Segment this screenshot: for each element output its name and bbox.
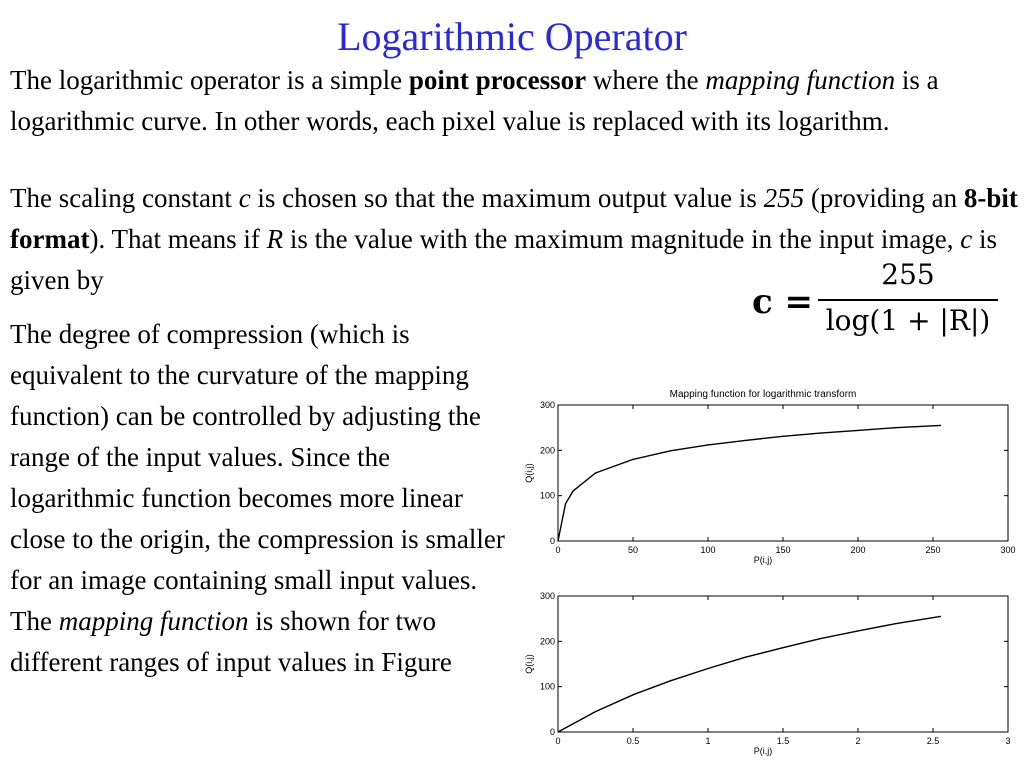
x-tick-label: 200	[850, 545, 866, 555]
compression-paragraph	[10, 314, 510, 683]
series-line	[558, 425, 941, 541]
scaling-formula	[752, 258, 1012, 348]
x-tick-label: 0	[555, 545, 561, 555]
p2-text-2: is chosen so that the maximum output value is	[250, 183, 764, 213]
p2-text-5: is the value with the maximum magnitude in the input image,	[283, 224, 961, 254]
p1-text-1: The logarithmic operator is a simple	[10, 65, 409, 95]
x-tick-label: 300	[1000, 545, 1016, 555]
y-axis-label: Q(i,j)	[524, 463, 534, 483]
data-point	[557, 731, 558, 732]
formula-numerator: 255	[881, 258, 935, 291]
data-point	[895, 623, 896, 624]
formula-fraction-bar	[818, 299, 998, 301]
data-point	[745, 657, 746, 658]
x-tick-label: 150	[775, 545, 791, 555]
mapping-plot-0-255	[515, 380, 1015, 570]
intro-paragraph	[10, 60, 1014, 142]
x-tick-label: 100	[700, 545, 716, 555]
mapping-plot-0-2.5	[515, 586, 1015, 768]
x-tick-label: 0.5	[626, 736, 640, 746]
y-tick-label: 200	[539, 636, 555, 647]
x-tick-label: 50	[627, 545, 639, 555]
x-tick-label: 1	[705, 736, 711, 746]
formula-denominator: log(1 + |R|)	[825, 304, 991, 337]
p2-text-6: is given by	[10, 224, 998, 295]
data-point	[572, 491, 573, 492]
p2-text-3: (providing an	[804, 183, 964, 213]
p1-italic-term: mapping function	[705, 65, 896, 95]
y-tick-label: 300	[539, 400, 555, 410]
data-point	[857, 430, 858, 431]
p1-bold-term: point processor	[408, 65, 587, 95]
y-axis-label: Q(i,j)	[524, 654, 534, 674]
y-tick-label: 200	[539, 445, 555, 456]
data-point	[707, 668, 708, 669]
data-point	[820, 433, 821, 434]
data-point	[940, 616, 941, 617]
p2-italic-c: c	[238, 183, 251, 213]
slide-title: Logarithmic Operator	[337, 14, 687, 59]
series-line	[558, 616, 941, 732]
p3-italic-term: mapping function	[58, 606, 249, 636]
x-tick-label: 3	[1005, 736, 1011, 746]
p3-text-2: is shown for two different ranges of input values in Figure	[10, 606, 452, 677]
y-tick-label: 100	[539, 681, 555, 692]
y-tick-label: 0	[549, 536, 555, 546]
y-tick-label: 100	[539, 490, 555, 501]
x-tick-label: 2	[855, 736, 861, 746]
p2-bold-term: 8-bit format	[10, 183, 1018, 254]
data-point	[820, 638, 821, 639]
x-tick-label: 250	[925, 545, 941, 555]
p2-italic-r: R	[266, 224, 284, 254]
data-point	[632, 459, 633, 460]
formula-lhs: c =	[752, 282, 814, 322]
data-point	[632, 694, 633, 695]
data-point	[782, 436, 783, 437]
x-axis-label: P(i,j)	[753, 555, 773, 565]
p1-text-3: is a logarithmic curve. In other words, each pixel value is replaced with its logarithm.	[10, 65, 939, 136]
x-tick-label: 1.5	[776, 736, 790, 746]
data-point	[670, 450, 671, 451]
data-point	[895, 427, 896, 428]
data-point	[595, 472, 596, 473]
p2-text-1: The scaling constant	[10, 183, 239, 213]
data-point	[745, 440, 746, 441]
data-point	[670, 680, 671, 681]
x-tick-label: 2.5	[926, 736, 940, 746]
data-point	[595, 711, 596, 712]
data-point	[782, 647, 783, 648]
data-point	[940, 425, 941, 426]
data-point	[565, 503, 566, 504]
x-tick-label: 0	[555, 736, 561, 746]
p3-text-1: The degree of compression (which is equivalent to the curvature of the mapping function) can be controlled by adjusting the range of the input values. Since the logarithmic function becomes more linear close to the origin, the compression is smaller for an image containing small input values. The	[10, 319, 505, 636]
data-point	[707, 444, 708, 445]
y-tick-label: 300	[539, 591, 555, 601]
p1-text-2: where the	[586, 65, 706, 95]
p2-italic-255: 255	[763, 183, 805, 213]
y-tick-label: 0	[549, 727, 555, 737]
data-point	[857, 630, 858, 631]
chart-title: Mapping function for logarithmic transform	[669, 389, 857, 400]
x-axis-label: P(i,j)	[753, 746, 773, 756]
p2-text-4: ). That means if	[89, 224, 267, 254]
p2-italic-c2: c	[960, 224, 973, 254]
data-point	[557, 540, 558, 541]
